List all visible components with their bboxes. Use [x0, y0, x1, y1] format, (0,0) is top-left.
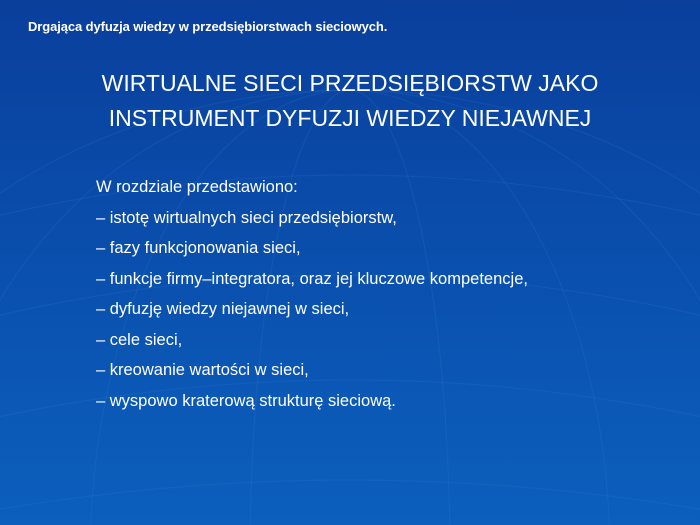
list-item: – dyfuzję wiedzy niejawnej w sieci, — [96, 300, 350, 318]
list-item: – fazy funkcjonowania sieci, — [96, 239, 301, 257]
list-item: – wyspowo kraterową strukturę sieciową. — [96, 391, 396, 410]
content-intro: W rozdziale przedstawiono: — [96, 178, 298, 196]
list-item: – cele sieci, — [96, 330, 183, 349]
list-item: – istotę wirtualnych sieci przedsiębiorstw, — [96, 208, 397, 227]
slide-content — [96, 175, 528, 419]
list-item: – funkcje firmy–integratora, oraz jej kluczowe kompetencje, — [96, 269, 528, 288]
slide-title-line-2: INSTRUMENT DYFUZJI WIEDZY NIEJAWNEJ — [108, 105, 592, 131]
list-item: – kreowanie wartości w sieci, — [96, 361, 309, 379]
slide-title — [0, 66, 700, 136]
slide-title-line-1: WIRTUALNE SIECI PRZEDSIĘBIORSTW JAKO — [101, 70, 599, 96]
slide-header: Drgająca dyfuzja wiedzy w przedsiębiorstwach sieciowych. — [28, 19, 388, 34]
